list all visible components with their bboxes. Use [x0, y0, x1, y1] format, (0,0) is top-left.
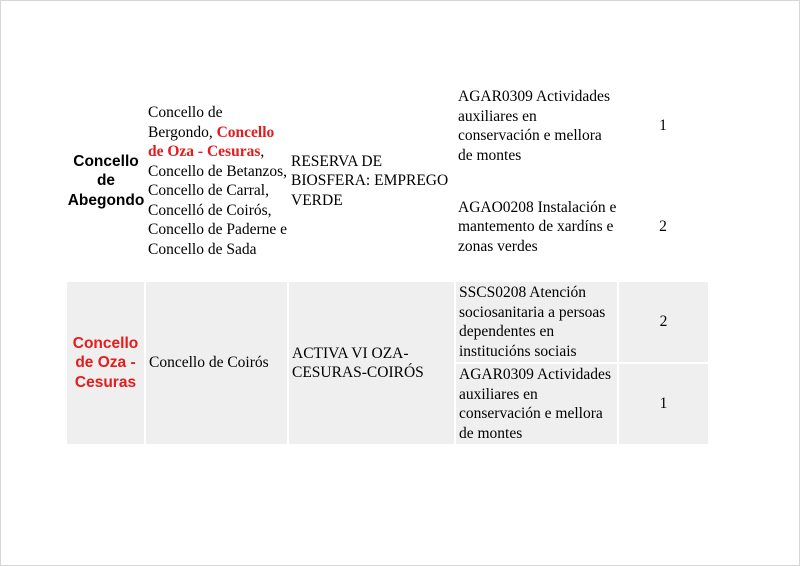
participants-count: 2 — [659, 218, 667, 236]
participants-cell — [618, 80, 708, 172]
table-row — [67, 282, 708, 363]
participants-count: 1 — [659, 117, 667, 135]
partner-municipalities-highlight: Concello de Oza - Cesuras — [148, 123, 275, 160]
partner-municipalities: Concello de Coirós — [149, 354, 269, 372]
partner-municipalities-cell — [145, 282, 288, 444]
course-cell — [455, 363, 618, 444]
participants-cell — [618, 172, 708, 282]
training-programs-table — [67, 80, 708, 444]
partner-municipalities-part: , Concello de Betanzos, Concello de Carral, Concelló de Coirós, Concello de Paderne e Concello de Sada — [148, 143, 288, 258]
course-name: AGAO0208 Instalación e mantemento de xardíns e zonas verdes — [458, 198, 617, 255]
course-name: AGAR0309 Actividades auxiliares en conservación e mellora de montes — [458, 88, 610, 164]
course-name: AGAR0309 Actividades auxiliares en conservación e mellora de montes — [459, 366, 611, 442]
program-name: RESERVA DE BIOSFERA: EMPREGO VERDE — [291, 152, 449, 209]
course-name: SSCS0208 Atención sociosanitaria a persoas dependentes en institucións sociais — [459, 284, 606, 360]
table-row — [67, 80, 708, 172]
lead-municipality: Concello de Abegondo — [67, 152, 145, 209]
course-cell — [455, 80, 618, 172]
course-cell — [455, 172, 618, 282]
program-name-cell — [288, 282, 455, 444]
partner-municipalities-part: Concello de Bergondo, — [148, 104, 223, 141]
partner-municipalities-cell — [145, 80, 288, 282]
participants-cell — [618, 363, 708, 444]
lead-municipality: Concello de Oza - Cesuras — [72, 334, 139, 391]
participants-count: 1 — [659, 395, 668, 413]
participants-count: 2 — [659, 313, 668, 331]
program-name-cell — [288, 80, 455, 282]
lead-municipality-cell — [67, 282, 145, 444]
lead-municipality-cell — [67, 80, 145, 282]
program-name: ACTIVA VI OZA-CESURAS-COIRÓS — [292, 344, 424, 381]
participants-cell — [618, 282, 708, 363]
course-cell — [455, 282, 618, 363]
